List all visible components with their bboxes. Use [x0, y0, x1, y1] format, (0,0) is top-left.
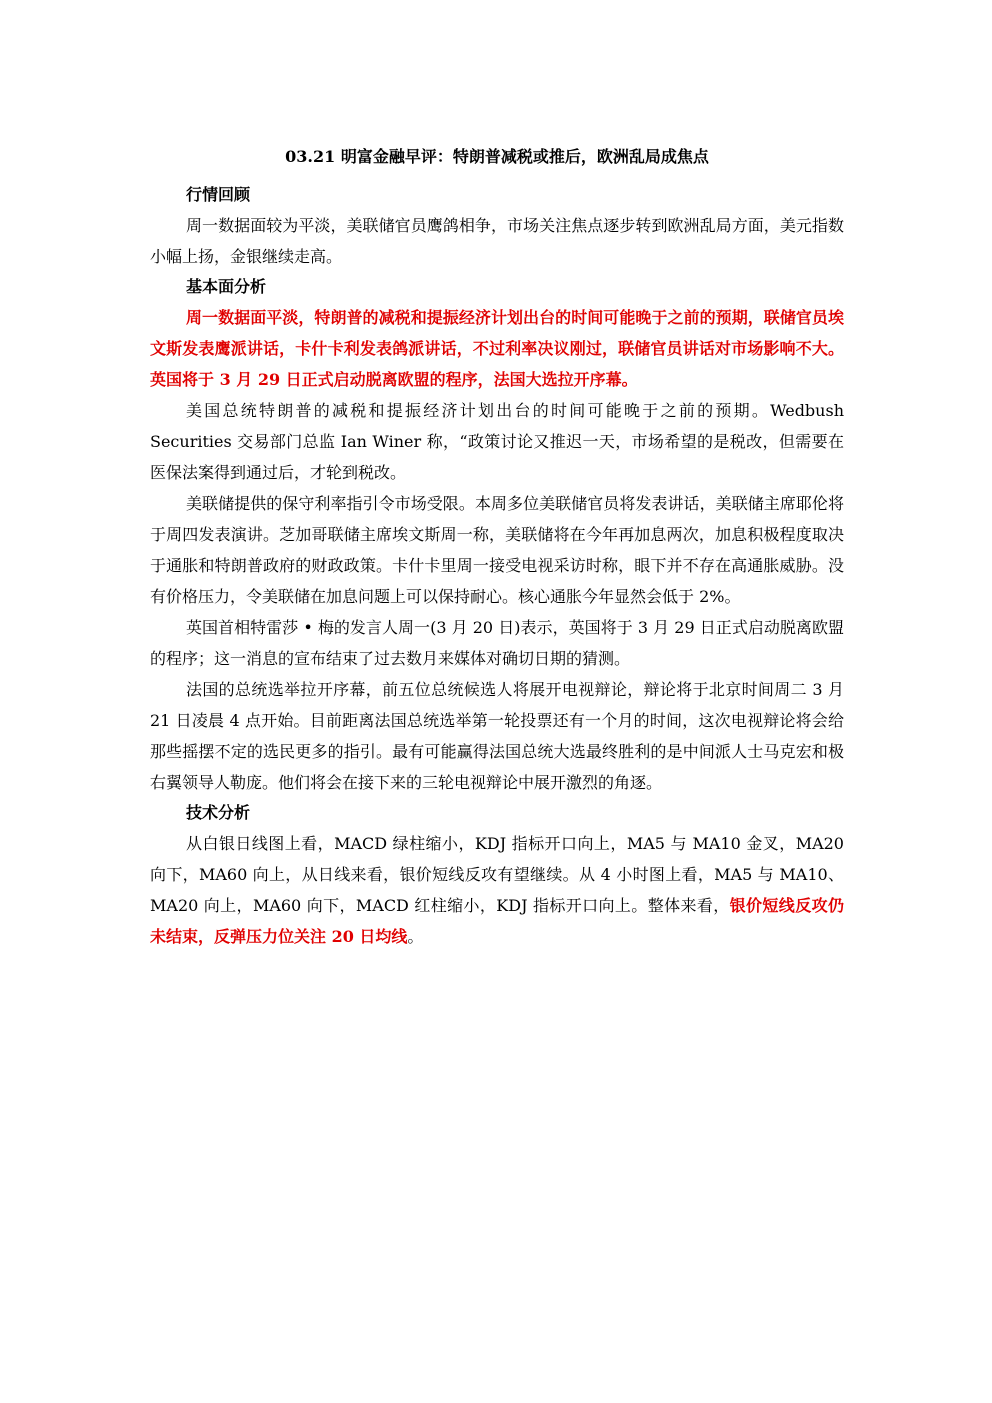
- technical-end: 。: [407, 927, 424, 946]
- paragraph-market-review: 周一数据面较为平淡，美联储官员鹰鸽相争，市场关注焦点逐步转到欧洲乱局方面，美元指数小幅上扬，金银继续走高。: [150, 216, 844, 266]
- section-heading-fundamental: 基本面分析: [186, 277, 267, 296]
- technical-highlight: 银价短线反攻仍未结束，反弹压力位关注 20 日均线: [150, 896, 844, 946]
- paragraph-technical: [150, 828, 844, 952]
- paragraph-fundamental-3: 英国首相特雷莎 • 梅的发言人周一(3 月 20 日)表示，英国将于 3 月 29 日正式启动脱离欧盟的程序；这一消息的宣布结束了过去数月来媒体对确切日期的猜测。: [150, 618, 844, 668]
- document-page: [150, 140, 844, 952]
- paragraph-fundamental-summary: 周一数据面平淡，特朗普的减税和提振经济计划出台的时间可能晚于之前的预期，联储官员埃文斯发表鹰派讲话，卡什卡利发表鸽派讲话，不过利率决议刚过，联储官员讲话对市场影响不大。英国将于 3 月 29 日正式启动脱离欧盟的程序，法国大选拉开序幕。: [150, 308, 844, 389]
- paragraph-fundamental-2: 美联储提供的保守利率指引令市场受限。本周多位美联储官员将发表讲话，美联储主席耶伦将于周四发表演讲。芝加哥联储主席埃文斯周一称，美联储将在今年再加息两次，加息积极程度取决于通胀和特朗普政府的财政政策。卡什卡里周一接受电视采访时称，眼下并不存在高通胀威胁。没有价格压力，令美联储在加息问题上可以保持耐心。核心通胀今年显然会低于 2%。: [150, 494, 844, 606]
- document-title: 03.21 明富金融早评：特朗普减税或推后，欧洲乱局成焦点: [285, 147, 709, 166]
- technical-text: 从白银日线图上看，MACD 绿柱缩小，KDJ 指标开口向上，MA5 与 MA10 金叉，MA20 向下，MA60 向上，从日线来看，银价短线反攻有望继续。从 4 小时图上看，MA5 与 MA10、MA20 向上，MA60 向下，MACD 红柱缩小，KDJ 指标开口向上。整体来看，: [150, 834, 844, 915]
- paragraph-fundamental-1: 美国总统特朗普的减税和提振经济计划出台的时间可能晚于之前的预期。Wedbush Securities 交易部门总监 Ian Winer 称，“政策讨论又推迟一天，市场希望的是税改，但需要在医保法案得到通过后，才轮到税改。: [150, 401, 844, 482]
- section-heading-technical: 技术分析: [186, 803, 251, 822]
- section-heading-market-review: 行情回顾: [186, 185, 251, 204]
- paragraph-fundamental-4: 法国的总统选举拉开序幕，前五位总统候选人将展开电视辩论，辩论将于北京时间周二 3 月 21 日凌晨 4 点开始。目前距离法国总统选举第一轮投票还有一个月的时间，这次电视辩论将会给那些摇摆不定的选民更多的指引。最有可能赢得法国总统大选最终胜利的是中间派人士马克宏和极右翼领导人勒庞。他们将会在接下来的三轮电视辩论中展开激烈的角逐。: [150, 680, 844, 792]
